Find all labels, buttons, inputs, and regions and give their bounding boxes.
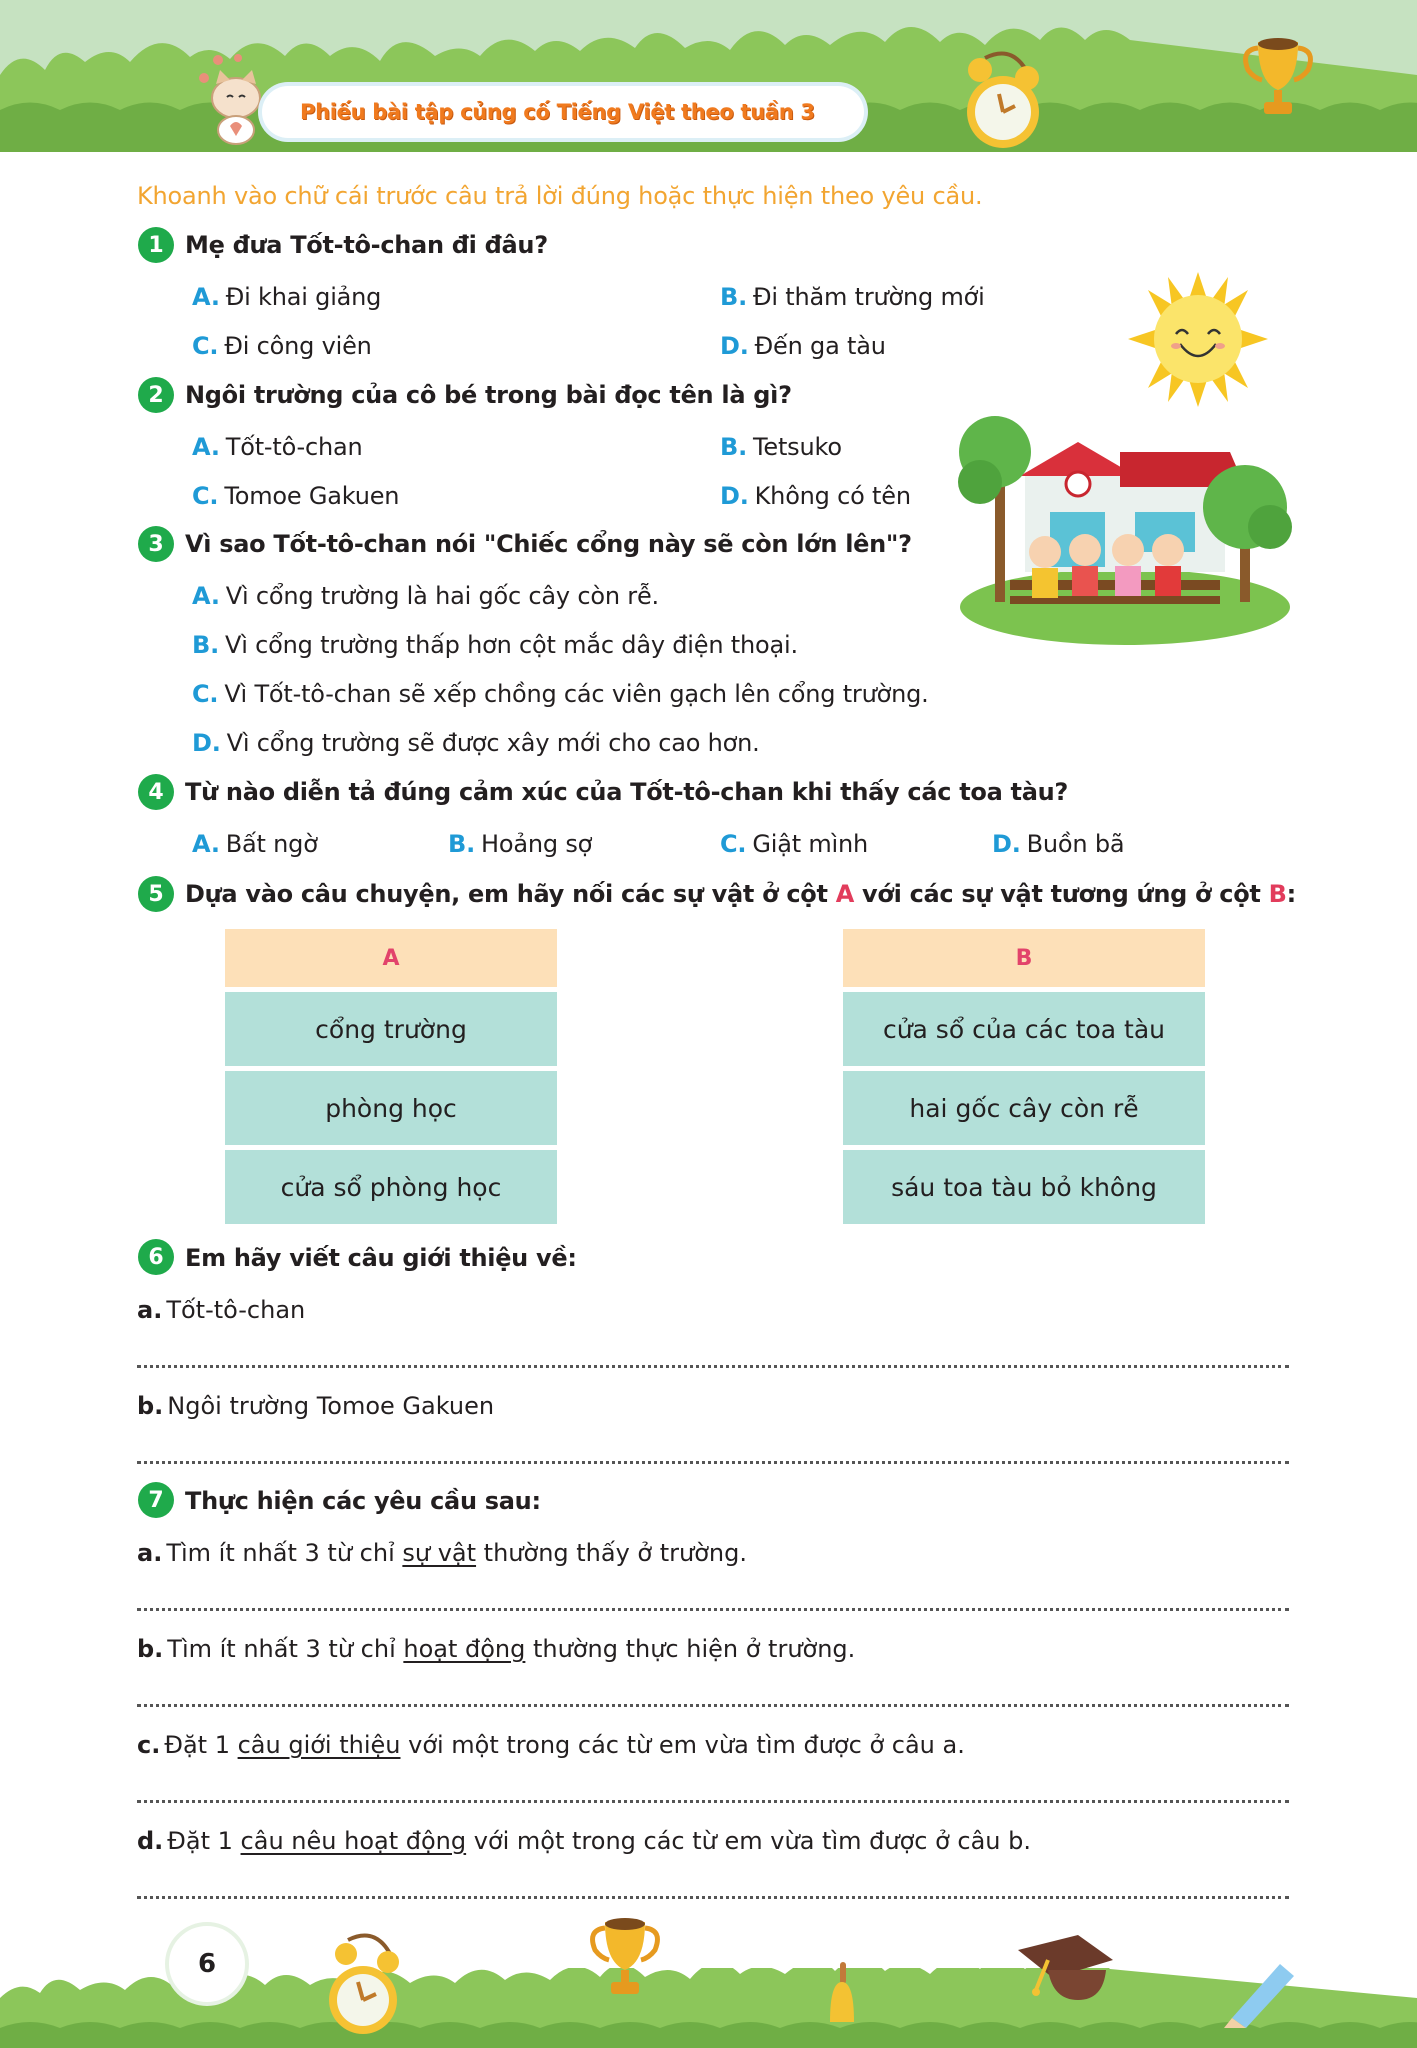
instruction-text: Khoanh vào chữ cái trước câu trả lời đúng hoặc thực hiện theo yêu cầu. bbox=[137, 182, 983, 210]
page-header bbox=[0, 0, 1417, 152]
worksheet-title: Phiếu bài tập củng cố Tiếng Việt theo tuần 3 bbox=[300, 100, 815, 124]
question-number-badge: 7 bbox=[138, 1482, 174, 1518]
option[interactable] bbox=[720, 283, 985, 311]
option-text: Không có tên bbox=[754, 482, 911, 510]
question-3-title: Vì sao Tốt-tô-chan nói "Chiếc cổng này sẽ còn lớn lên"? bbox=[185, 530, 912, 558]
smiling-sun-icon bbox=[1128, 272, 1268, 407]
question-number-badge: 6 bbox=[138, 1239, 174, 1275]
question-number-badge: 3 bbox=[138, 526, 174, 562]
option-text: Đi thăm trường mới bbox=[753, 283, 985, 311]
option-text: Bất ngờ bbox=[225, 830, 318, 858]
question-number-badge: 1 bbox=[138, 227, 174, 263]
option-label: B. bbox=[448, 830, 476, 858]
option-label: A. bbox=[192, 433, 220, 461]
question-7-title: Thực hiện các yêu cầu sau: bbox=[185, 1487, 541, 1515]
option[interactable] bbox=[192, 631, 798, 659]
answer-line[interactable] bbox=[137, 1608, 1289, 1611]
sub-question: a. Tìm ít nhất 3 từ chỉ sự vật thường thấy ở trường. bbox=[137, 1539, 747, 1567]
column-a-item[interactable]: cửa sổ phòng học bbox=[225, 1150, 557, 1224]
option-label: C. bbox=[192, 332, 219, 360]
option-label: C. bbox=[192, 680, 219, 708]
column-a-item[interactable]: cổng trường bbox=[225, 992, 557, 1066]
option-text: Vì Tốt-tô-chan sẽ xếp chồng các viên gạch lên cổng trường. bbox=[224, 680, 929, 708]
question-number-badge: 2 bbox=[138, 377, 174, 413]
question-6-title: Em hãy viết câu giới thiệu về: bbox=[185, 1244, 577, 1272]
option-label: C. bbox=[720, 830, 747, 858]
option[interactable] bbox=[192, 830, 318, 858]
option-text: Vì cổng trường là hai gốc cây còn rễ. bbox=[225, 582, 659, 610]
pencil-icon bbox=[1218, 1958, 1298, 2028]
option[interactable] bbox=[720, 830, 868, 858]
sub-question: b. Tìm ít nhất 3 từ chỉ hoạt động thường thực hiện ở trường. bbox=[137, 1635, 856, 1663]
option[interactable] bbox=[192, 433, 363, 461]
worksheet-title-banner bbox=[262, 86, 864, 138]
sub-question: d. Đặt 1 câu nêu hoạt động với một trong các từ em vừa tìm được ở câu b. bbox=[137, 1827, 1031, 1855]
option[interactable] bbox=[448, 830, 592, 858]
option-label: A. bbox=[192, 283, 220, 311]
trophy-icon bbox=[1238, 34, 1318, 124]
sub-question: b. Ngôi trường Tomoe Gakuen bbox=[137, 1392, 495, 1420]
column-a-header: A bbox=[225, 929, 557, 987]
option-text: Hoảng sợ bbox=[481, 830, 593, 858]
option-text: Buồn bã bbox=[1026, 830, 1125, 858]
bell-icon bbox=[822, 1962, 862, 2028]
option-text: Tetsuko bbox=[753, 433, 842, 461]
question-number-badge: 4 bbox=[138, 774, 174, 810]
option-label: D. bbox=[720, 482, 749, 510]
option[interactable] bbox=[192, 332, 372, 360]
option-label: C. bbox=[192, 482, 219, 510]
option[interactable] bbox=[720, 332, 886, 360]
answer-line[interactable] bbox=[137, 1896, 1289, 1899]
alarm-clock-icon bbox=[955, 48, 1050, 152]
option-label: D. bbox=[192, 729, 221, 757]
option-label: B. bbox=[192, 631, 220, 659]
option[interactable] bbox=[992, 830, 1124, 858]
column-b-item[interactable]: sáu toa tàu bỏ không bbox=[843, 1150, 1205, 1224]
option[interactable] bbox=[192, 680, 929, 708]
answer-line[interactable] bbox=[137, 1704, 1289, 1707]
question-2-title: Ngôi trường của cô bé trong bài đọc tên là gì? bbox=[185, 381, 792, 409]
answer-line[interactable] bbox=[137, 1800, 1289, 1803]
matching-column-a bbox=[225, 929, 557, 1224]
option-label: B. bbox=[720, 433, 748, 461]
cat-mascot-icon bbox=[196, 50, 270, 146]
option-text: Đi công viên bbox=[224, 332, 372, 360]
matching-column-b bbox=[843, 929, 1205, 1224]
option-text: Đến ga tàu bbox=[754, 332, 886, 360]
option-label: D. bbox=[992, 830, 1021, 858]
option-text: Tomoe Gakuen bbox=[224, 482, 400, 510]
option[interactable] bbox=[192, 582, 659, 610]
option[interactable] bbox=[192, 729, 760, 757]
option[interactable] bbox=[720, 482, 911, 510]
column-b-item[interactable]: hai gốc cây còn rễ bbox=[843, 1071, 1205, 1145]
option-text: Tốt-tô-chan bbox=[225, 433, 363, 461]
column-a-item[interactable]: phòng học bbox=[225, 1071, 557, 1145]
sub-question: c. Đặt 1 câu giới thiệu với một trong các từ em vừa tìm được ở câu a. bbox=[137, 1731, 965, 1759]
option-label: A. bbox=[192, 830, 220, 858]
page-number: 6 bbox=[165, 1922, 249, 2006]
option[interactable] bbox=[192, 482, 399, 510]
option-label: D. bbox=[720, 332, 749, 360]
answer-line[interactable] bbox=[137, 1365, 1289, 1368]
trophy-icon bbox=[585, 1912, 665, 2008]
school-children-illustration bbox=[950, 412, 1295, 647]
graduation-cap-icon bbox=[1008, 1930, 1118, 2010]
sub-question: a. Tốt-tô-chan bbox=[137, 1296, 306, 1324]
option-label: A. bbox=[192, 582, 220, 610]
question-number-badge: 5 bbox=[138, 876, 174, 912]
option-text: Vì cổng trường sẽ được xây mới cho cao hơn. bbox=[226, 729, 760, 757]
answer-line[interactable] bbox=[137, 1461, 1289, 1464]
option-text: Giật mình bbox=[752, 830, 869, 858]
option-text: Vì cổng trường thấp hơn cột mắc dây điện thoại. bbox=[225, 631, 798, 659]
column-b-header: B bbox=[843, 929, 1205, 987]
question-1-title: Mẹ đưa Tốt-tô-chan đi đâu? bbox=[185, 231, 548, 259]
option-label: B. bbox=[720, 283, 748, 311]
question-4-title: Từ nào diễn tả đúng cảm xúc của Tốt-tô-chan khi thấy các toa tàu? bbox=[185, 778, 1069, 806]
alarm-clock-icon bbox=[318, 1930, 408, 2042]
option[interactable] bbox=[192, 283, 381, 311]
column-b-item[interactable]: cửa sổ của các toa tàu bbox=[843, 992, 1205, 1066]
question-5-title: Dựa vào câu chuyện, em hãy nối các sự vật ở cột A với các sự vật tương ứng ở cột B: bbox=[185, 880, 1296, 908]
option[interactable] bbox=[720, 433, 842, 461]
option-text: Đi khai giảng bbox=[225, 283, 382, 311]
